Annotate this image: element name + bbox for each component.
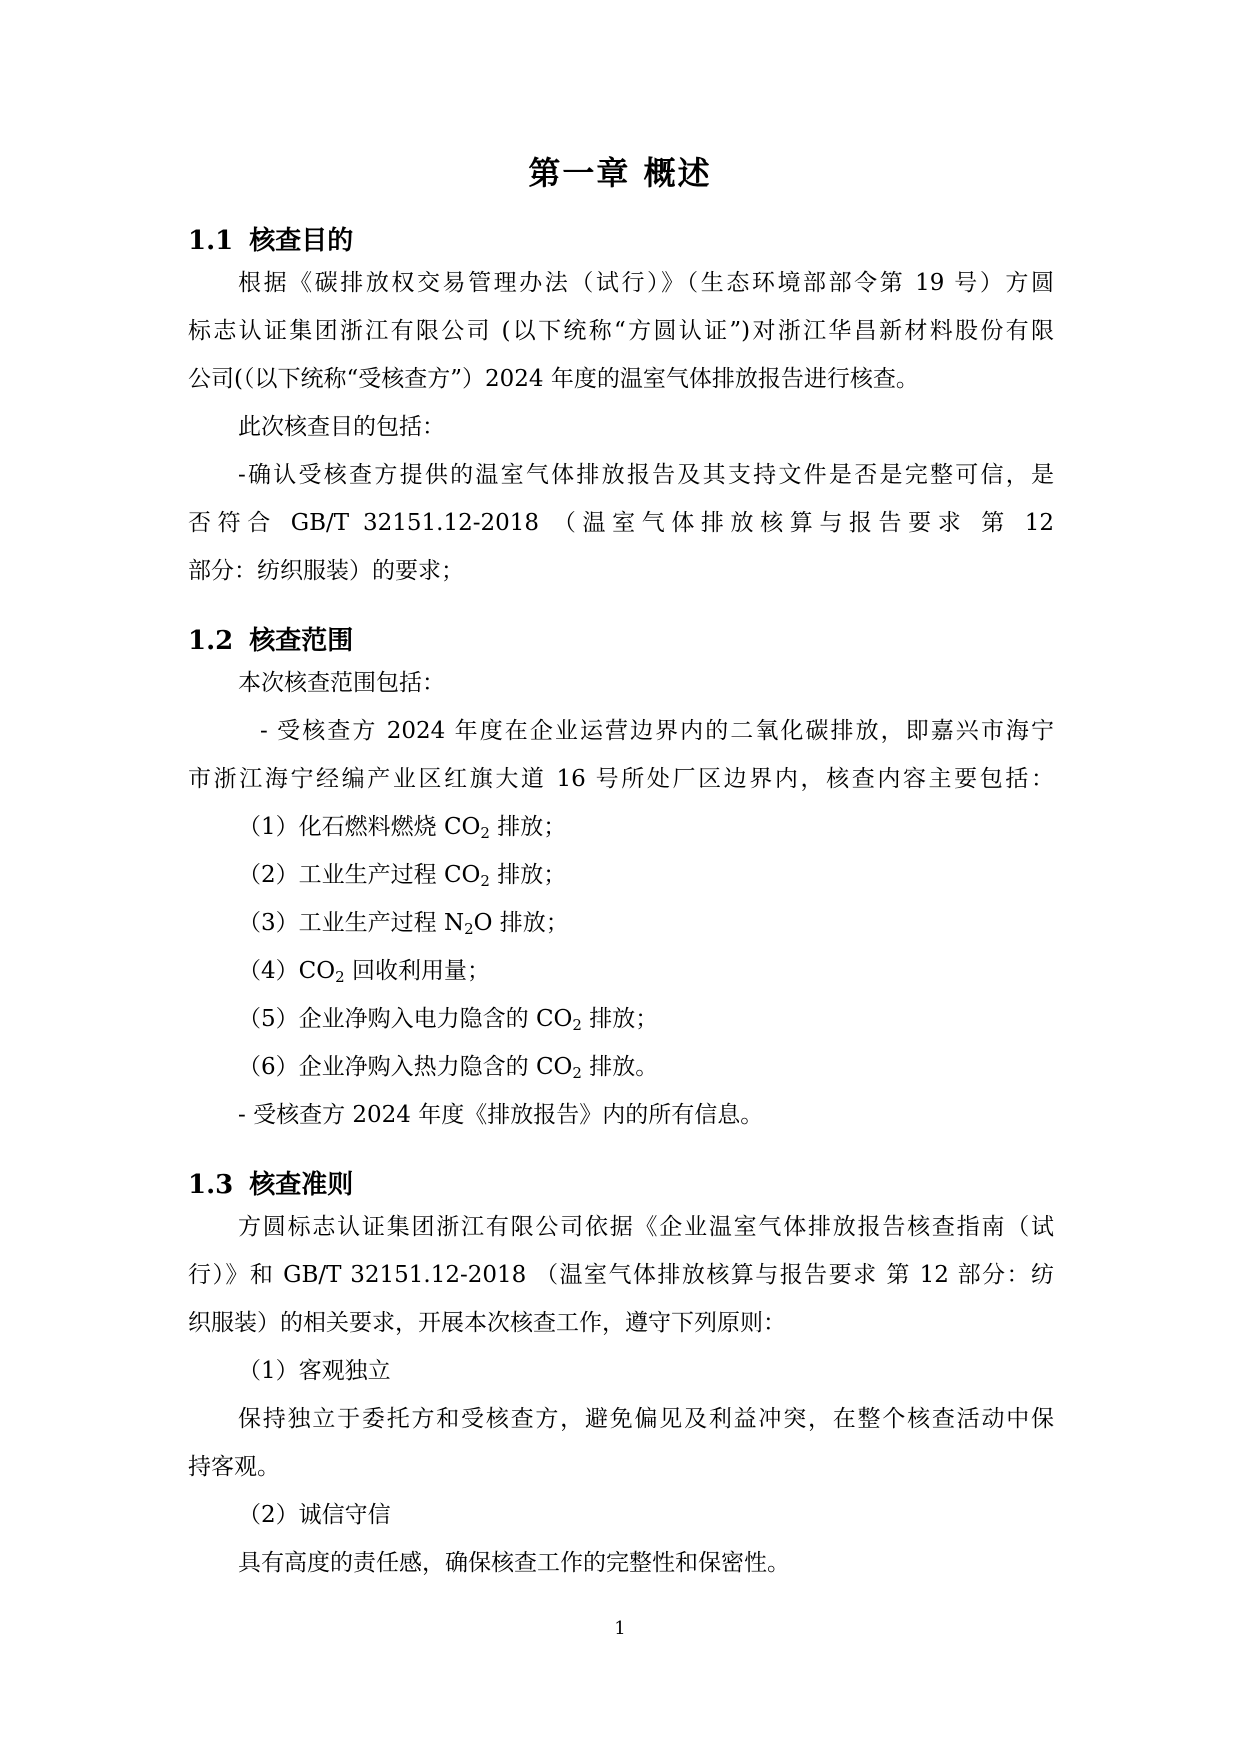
paragraph-line: - 受核查方 2024 年度《排放报告》内的所有信息。 bbox=[238, 1102, 764, 1128]
paragraph-line: 否符合 GB/T 32151.12-2018 （温室气体排放核算与报告要求 第 12 bbox=[188, 510, 1054, 536]
paragraph-line: 持客观。 bbox=[188, 1454, 280, 1480]
list-item: （5）企业净购入电力隐含的 $CO_2$ 排放； bbox=[238, 1006, 659, 1034]
paragraph-line: 公司(（以下统称“受核查方”）2024 年度的温室气体排放报告进行核查。 bbox=[188, 366, 919, 392]
paragraph-line: 市浙江海宁经编产业区红旗大道 16 号所处厂区边界内，核查内容主要包括： bbox=[188, 766, 1054, 792]
section-heading-1-1 bbox=[188, 220, 353, 257]
section-heading-1-2 bbox=[188, 620, 353, 657]
paragraph-line: 本次核查范围包括： bbox=[238, 670, 445, 696]
paragraph-line: -确认受核查方提供的温室气体排放报告及其支持文件是否是完整可信，是 bbox=[238, 462, 1054, 488]
paragraph-line: 行）》和 GB/T 32151.12-2018 （温室气体排放核算与报告要求 第 12 部分：纺 bbox=[188, 1262, 1054, 1288]
list-item: $(4)CO_2$ 回收利用量； bbox=[238, 958, 490, 986]
section-title: 核查准则 bbox=[249, 1170, 354, 1200]
paragraph-line: 部分：纺织服装）的要求； bbox=[188, 558, 464, 584]
list-item: （6）企业净购入热力隐含的 $CO_2$ 排放。 bbox=[238, 1054, 659, 1082]
paragraph-line: 保持独立于委托方和受核查方，避免偏见及利益冲突，在整个核查活动中保 bbox=[238, 1406, 1054, 1432]
section-number: 1.3 bbox=[188, 1170, 234, 1200]
section-heading-1-3 bbox=[188, 1164, 353, 1201]
paragraph-line: 根据《碳排放权交易管理办法（试行）》（生态环境部部令第 19 号）方圆 bbox=[238, 270, 1054, 296]
section-number: 1.1 bbox=[188, 226, 234, 256]
list-item: （2）工业生产过程 $CO_2$ 排放； bbox=[238, 862, 567, 890]
section-number: 1.2 bbox=[188, 626, 234, 656]
paragraph-line: 此次核查目的包括： bbox=[238, 414, 445, 440]
section-title: 核查范围 bbox=[249, 626, 354, 656]
paragraph-line: - 受核查方 2024 年度在企业运营边界内的二氧化碳排放，即嘉兴市海宁 bbox=[260, 718, 1054, 744]
list-item: （3）工业生产过程 $N_2O$ 排放； bbox=[238, 910, 569, 938]
paragraph-line: 织服装）的相关要求，开展本次核查工作，遵守下列原则： bbox=[188, 1310, 786, 1336]
page-number: 1 bbox=[614, 1618, 626, 1639]
chapter-title: 第一章 概述 bbox=[528, 154, 712, 192]
paragraph-line: 具有高度的责任感，确保核查工作的完整性和保密性。 bbox=[238, 1550, 790, 1576]
paragraph-line: 方圆标志认证集团浙江有限公司依据《企业温室气体排放报告核查指南（试 bbox=[238, 1214, 1054, 1240]
paragraph-line: （2）诚信守信 bbox=[238, 1502, 391, 1528]
list-item: （1）化石燃料燃烧 $CO_2$ 排放； bbox=[238, 814, 567, 842]
paragraph-line: （1）客观独立 bbox=[238, 1358, 391, 1384]
section-title: 核查目的 bbox=[249, 226, 354, 256]
paragraph-line: 标志认证集团浙江有限公司 (以下统称“方圆认证”)对浙江华昌新材料股份有限 bbox=[188, 318, 1054, 344]
